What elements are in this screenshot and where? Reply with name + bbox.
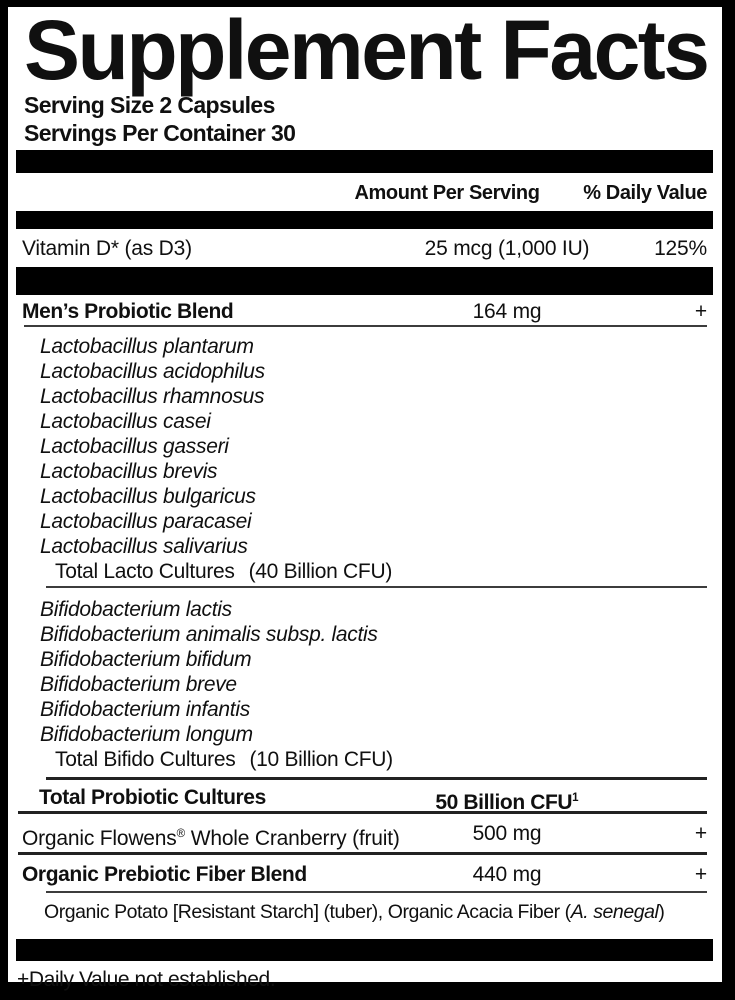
registered-trademark-symbol: ® bbox=[176, 828, 186, 840]
total-lacto-label: Total Lacto Cultures bbox=[55, 560, 235, 583]
prebiotic-fiber-blend-row bbox=[22, 855, 707, 891]
fiber-blend-ingredients: Organic Potato [Resistant Starch] (tuber), Organic Acacia Fiber (A. senegal) bbox=[44, 901, 665, 923]
species-item: Bifidobacterium bifidum bbox=[40, 648, 252, 671]
mens-probiotic-blend-row bbox=[22, 295, 707, 325]
mens-probiotic-blend-name: Men’s Probiotic Blend bbox=[22, 300, 234, 323]
divider-bar-header bbox=[16, 211, 713, 229]
species-item: Lactobacillus salivarius bbox=[40, 535, 248, 558]
divider-line-mens-blend bbox=[24, 325, 707, 327]
vitamin-d-row bbox=[22, 229, 707, 267]
divider-bar-vitamin bbox=[16, 267, 713, 295]
prebiotic-fiber-blend-name: Organic Prebiotic Fiber Blend bbox=[22, 863, 307, 886]
species-item: Lactobacillus casei bbox=[40, 410, 211, 433]
species-item: Lactobacillus acidophilus bbox=[40, 360, 265, 383]
cranberry-daily-value: + bbox=[694, 822, 707, 845]
vitamin-d-name: Vitamin D* (as D3) bbox=[22, 237, 192, 260]
cfu-footnote-marker: 1 bbox=[572, 792, 579, 804]
species-item: Lactobacillus bulgaricus bbox=[40, 485, 256, 508]
species-item: Lactobacillus paracasei bbox=[40, 510, 252, 533]
daily-value-footnote: +Daily Value not established. bbox=[17, 968, 276, 991]
total-lacto-cultures bbox=[55, 559, 707, 584]
total-probiotic-amount: 50 Billion CFU$^1$ bbox=[435, 791, 579, 814]
prebiotic-fiber-blend-amount: 440 mg bbox=[472, 863, 542, 886]
total-bifido-cultures bbox=[55, 747, 707, 772]
total-bifido-cfu: (10 Billion CFU) bbox=[249, 748, 393, 771]
vitamin-d-daily-value: 125% bbox=[654, 237, 707, 260]
cranberry-amount: 500 mg bbox=[472, 822, 542, 845]
column-header-row bbox=[22, 173, 707, 211]
cranberry-row bbox=[22, 814, 707, 852]
serving-size: Serving Size 2 Capsules bbox=[24, 92, 275, 118]
divider-bar-top bbox=[16, 150, 713, 173]
servings-per-container: Servings Per Container 30 bbox=[24, 120, 296, 146]
species-name-italic: A. senegal bbox=[570, 901, 659, 923]
total-probiotic-cultures-row bbox=[22, 780, 707, 814]
species-item: Lactobacillus plantarum bbox=[40, 335, 254, 358]
species-item: Bifidobacterium longum bbox=[40, 723, 253, 746]
species-item: Lactobacillus brevis bbox=[40, 460, 218, 483]
vitamin-d-amount: 25 mcg (1,000 IU) bbox=[424, 237, 590, 260]
mens-probiotic-blend-daily-value: + bbox=[694, 300, 707, 323]
total-lacto-cfu: (40 Billion CFU) bbox=[248, 560, 393, 583]
species-item: Bifidobacterium lactis bbox=[40, 598, 232, 621]
supplement-facts-title: Supplement Facts bbox=[24, 3, 708, 97]
species-item: Bifidobacterium breve bbox=[40, 673, 237, 696]
total-probiotic-name: Total Probiotic Cultures bbox=[39, 786, 266, 809]
total-bifido-label: Total Bifido Cultures bbox=[55, 748, 236, 771]
amount-per-serving-header: Amount Per Serving bbox=[354, 182, 540, 204]
species-item: Bifidobacterium animalis subsp. lactis bbox=[40, 623, 378, 646]
lactobacillus-species-list bbox=[40, 334, 707, 559]
mens-probiotic-blend-amount: 164 mg bbox=[472, 300, 542, 323]
daily-value-header: % Daily Value bbox=[583, 182, 707, 204]
bifidobacterium-species-list bbox=[40, 597, 707, 747]
prebiotic-fiber-blend-daily-value: + bbox=[694, 863, 707, 886]
species-item: Bifidobacterium infantis bbox=[40, 698, 250, 721]
divider-bar-bottom bbox=[16, 939, 713, 961]
cranberry-name: Organic Flowens® Whole Cranberry (fruit) bbox=[22, 827, 400, 850]
supplement-facts-panel bbox=[8, 3, 722, 991]
species-item: Lactobacillus rhamnosus bbox=[40, 385, 265, 408]
species-item: Lactobacillus gasseri bbox=[40, 435, 229, 458]
